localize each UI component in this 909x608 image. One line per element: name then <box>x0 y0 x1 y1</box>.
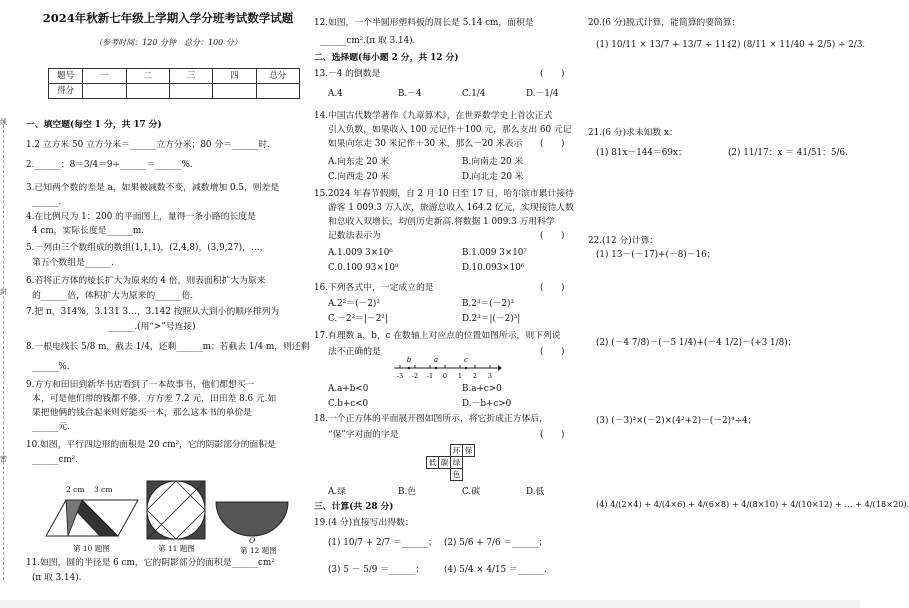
q20-item-1: (1) 10/11 × 13/7 + 13/7 ÷ 11； <box>596 40 735 50</box>
question-9-line2: 本，可是他们带的钱都不够，方方差 7.2 元，田田差 8.6 元.如 <box>32 394 277 404</box>
q15-option-d[interactable]: D.10.093×10⁶ <box>462 263 525 273</box>
question-6-line1: 6.若将正方体的棱长扩大为原来的 4 倍，则表面积扩大为原来 <box>26 276 266 286</box>
score-header: 总分 <box>256 69 299 84</box>
net-cell: 保 <box>463 445 475 457</box>
answer-paren[interactable]: ( ) <box>540 430 565 440</box>
question-9-line1: 9.方方和田田到新华书店看到了一本故事书，他们都想买一 <box>26 380 255 390</box>
q17-option-a[interactable]: A.a+b<0 <box>328 384 369 394</box>
q18-option-c[interactable]: C.碳 <box>462 487 481 497</box>
q19-item-1: (1) 10/7 + 2/7 ＝______； <box>328 538 437 548</box>
q17-option-d[interactable]: D.－b+c>0 <box>462 399 512 409</box>
q13-option-c[interactable]: C.1/4 <box>462 89 486 99</box>
score-header: 一 <box>83 69 126 84</box>
score-header: 题号 <box>49 69 83 84</box>
question-7-line2: ______.(用“>”号连接) <box>108 322 196 332</box>
figure-10-label-3cm: 3 cm <box>94 485 113 494</box>
question-8-line1: 8.一根电线长 5/8 m，截去 1/4，还剩______m；若截去 1/4 m，则还剩 <box>26 342 310 352</box>
net-cell: 绿 <box>451 457 463 469</box>
section-1-heading: 一、填空题(每空 1 分，共 17 分) <box>26 120 162 130</box>
figure-10-label-2cm: 2 cm <box>66 485 85 494</box>
score-table <box>48 68 300 99</box>
question-17-line1: 17.有理数 a，b，c 在数轴上对应点的位置如图所示，则下列说 <box>314 331 561 341</box>
q19-item-2: (2) 5/6 + 7/6 ＝______； <box>444 538 548 548</box>
q16-option-d[interactable]: D.2³＝|(－2)³| <box>462 314 521 324</box>
q14-option-b[interactable]: B.向南走 20 米 <box>462 157 524 167</box>
q22-item-1: (1) 13－(－17)+(－8)－16； <box>596 250 716 260</box>
score-header: 四 <box>213 69 256 84</box>
question-14-line3: 如果向东走 30 米记作＋30 米，那么－20 米表示 <box>328 139 523 149</box>
number-line-tick-label: 2 <box>472 372 478 380</box>
answer-paren[interactable]: ( ) <box>540 69 565 79</box>
question-4-line1: 4.在比例尺为 1：200 的平面图上，量得一条小路的长度是 <box>26 212 256 222</box>
question-10-line1: 10.如图，平行四边形的面积是 20 cm²，它的阴影部分的面积是 <box>26 440 276 450</box>
question-7-line1: 7.把 π，314%，3.131 3…，3.142 按照从大到小的顺序排列为 <box>26 307 280 317</box>
q17-option-b[interactable]: B.a+c>0 <box>462 384 502 394</box>
question-3-line2: ______. <box>32 197 62 207</box>
net-cell: 低 <box>427 457 439 469</box>
answer-paren[interactable]: ( ) <box>540 139 565 149</box>
figure-12-caption: 第 12 题图 <box>240 546 277 555</box>
score-cell[interactable] <box>213 84 256 99</box>
side-mark-mi: 密 <box>0 455 7 463</box>
answer-paren[interactable]: ( ) <box>540 347 565 357</box>
figure-11-caption: 第 11 题图 <box>158 544 195 553</box>
figure-11-circle-square <box>146 480 206 540</box>
question-22: 22.(12 分)计算： <box>588 236 659 246</box>
question-19: 19.(4 分)直接写出得数： <box>314 518 414 528</box>
question-5-line1: 5.一列由三个数组成的数组(1,1,1)，(2,4,8)，(3,9,27)，…， <box>26 243 269 253</box>
number-line-tick-label: 0 <box>442 372 448 380</box>
number-line-tick-label: -1 <box>426 372 434 380</box>
figure-12-center-label: O <box>249 536 256 545</box>
question-12-line1: 12.如图，一个半圆形塑料板的周长是 5.14 cm，面积是 <box>314 18 534 28</box>
exam-meta: （参考时间：120 分钟 总分：100 分） <box>94 38 242 47</box>
question-9-line3: 果把他俩的钱合起来则好能买一本，那么这本书的单价是 <box>32 408 252 418</box>
section-2-heading: 二、选择题(每小题 2 分，共 12 分) <box>314 53 459 63</box>
question-13: 13.－4 的倒数是 <box>314 69 381 79</box>
figure-10-caption: 第 10 题图 <box>73 544 110 553</box>
q20-item-2: (2) (8/11 × 11/40 + 2/5) ÷ 2/3. <box>728 40 866 50</box>
page-bottom-strip <box>0 600 860 608</box>
score-header: 二 <box>126 69 169 84</box>
exam-title: 2024年秋新七年级上学期入学分班考试数学试题 <box>42 11 294 25</box>
q13-option-a[interactable]: A.4 <box>328 89 343 99</box>
section-3-heading: 三、计算(共 28 分) <box>314 502 394 512</box>
q19-item-3: (3) 5 － 5/9 ＝______； <box>328 565 425 575</box>
answer-paren[interactable]: ( ) <box>540 231 565 241</box>
question-16: 16.下列各式中，一定成立的是 <box>314 283 434 293</box>
question-12-line2: ______cm².(π 取 3.14). <box>320 36 416 46</box>
cube-net-figure <box>426 444 475 481</box>
number-line-tick-label: -3 <box>396 372 404 380</box>
question-17-line2: 法不正确的是 <box>328 347 381 357</box>
q21-item-1: (1) 81x－144＝69x； <box>596 148 687 158</box>
q22-item-2: (2) (－4 7/8)－(－5 1/4)+(－4 1/2)－(+3 1/8)； <box>596 338 797 348</box>
question-10-line2: ______cm². <box>32 455 78 465</box>
q13-option-b[interactable]: B.－4 <box>398 89 422 99</box>
question-18-line1: 18.一个正方体的平面展开图如图所示，将它折成正方体后， <box>314 414 548 424</box>
number-line-tick-label: 3 <box>487 372 493 380</box>
column-2 <box>314 0 580 608</box>
net-cell: 环 <box>451 445 463 457</box>
q14-option-c[interactable]: C.向西走 20 米 <box>328 172 390 182</box>
score-header: 三 <box>169 69 212 84</box>
q21-item-2: (2) 11/17：x ＝ 41/51：5/6. <box>728 148 848 158</box>
q22-item-4: (4) 4/(2×4) + 4/(4×6) + 4/(6×8) + 4/(8×10) + 4/(10×12) + … + 4/(18×20). <box>596 499 909 509</box>
number-line-point-label: a <box>433 356 439 364</box>
q14-option-a[interactable]: A.向东走 20 米 <box>328 157 390 167</box>
q16-option-a[interactable]: A.2²＝(－2)² <box>328 299 380 309</box>
q15-option-a[interactable]: A.1.009 3×10⁶ <box>328 248 393 258</box>
question-21: 21.(6 分)求未知数 x： <box>588 128 678 138</box>
question-11-line2: (π 取 3.14). <box>32 573 82 583</box>
score-cell[interactable] <box>256 84 299 99</box>
number-line-point <box>408 367 411 370</box>
score-cell[interactable] <box>126 84 169 99</box>
number-line-tick-label: 1 <box>457 372 463 380</box>
question-15-line3: 和总收入双增长，均创历史新高.将数据 1 009.3 万用科学 <box>328 217 555 227</box>
score-row-label: 得分 <box>49 84 83 99</box>
question-5-line2: 第五个数组是______. <box>32 258 114 268</box>
number-line-point-label: c <box>464 356 468 364</box>
q19-item-4: (4) 5/4 × 4/15 ＝______. <box>444 565 547 575</box>
question-1: 1.2 立方米 50 立方分米＝______立方分米；80 分＝______时. <box>26 140 270 150</box>
net-cell: 碳 <box>439 457 451 469</box>
question-14-line2: 引入负数，如果收入 100 元记作＋100 元，那么支出 60 元记 <box>328 125 572 135</box>
question-15-line1: 15.2024 年春节假期，自 2 月 10 日至 17 日，哈尔滨市累计接待 <box>314 189 574 199</box>
column-1 <box>18 0 310 608</box>
question-2: 2.______：8＝3/4＝9÷______＝______%. <box>26 160 193 170</box>
q17-option-c[interactable]: C.b+c<0 <box>328 399 369 409</box>
question-8-line2: ______%. <box>32 362 70 372</box>
question-11-line1: 11.如图，圆的半径是 6 cm，它的阴影部分的面积是______cm² <box>26 558 275 568</box>
q22-item-3: (3) (－3)³×(－2)×(4²+2)－(－2)⁴÷4； <box>596 416 757 426</box>
q15-option-c[interactable]: C.0.100 93×10⁸ <box>328 263 399 273</box>
q16-option-b[interactable]: B.2³＝(－2)³ <box>462 299 514 309</box>
question-15-line4: 记数法表示为 <box>328 231 381 241</box>
figure-12-semicircle <box>214 498 290 538</box>
number-line-tick-label: -2 <box>411 372 419 380</box>
question-4-line2: 4 cm，实际长度是______m. <box>32 226 144 236</box>
question-15-line2: 游客 1 009.3 万人次，旅游总收入 164.2 亿元，实现接待人数 <box>328 203 574 213</box>
side-mark-feng: 封 <box>0 288 7 296</box>
q18-option-a[interactable]: A.绿 <box>328 487 346 497</box>
number-line-point <box>435 367 438 370</box>
net-cell: 色 <box>451 469 463 481</box>
binding-line <box>3 120 4 580</box>
answer-paren[interactable]: ( ) <box>540 283 565 293</box>
score-cell[interactable] <box>83 84 126 99</box>
q14-option-d[interactable]: D.向北走 20 米 <box>462 172 524 182</box>
q18-option-b[interactable]: B.色 <box>398 487 417 497</box>
number-line-point <box>465 367 468 370</box>
q16-option-c[interactable]: C.－2²＝|－2²| <box>328 314 388 324</box>
number-line-figure <box>392 356 502 382</box>
side-mark-xian: 线 <box>0 118 7 126</box>
question-20: 20.(6 分)脱式计算，能简算的要简算： <box>588 18 741 28</box>
q13-option-d[interactable]: D.－1/4 <box>526 89 559 99</box>
q15-option-b[interactable]: B.1.009 3×10⁷ <box>462 248 527 258</box>
question-18-line2: “保”字对面的字是 <box>328 430 399 440</box>
number-line-point-label: b <box>406 356 412 364</box>
question-6-line2: 的______倍，体积扩大为原来的______倍. <box>32 291 194 301</box>
q18-option-d[interactable]: D.低 <box>526 487 545 497</box>
figure-10-parallelogram <box>46 494 141 542</box>
score-cell[interactable] <box>169 84 212 99</box>
column-3 <box>588 0 909 608</box>
question-9-line4: ______元. <box>32 422 70 432</box>
question-3-line1: 3.已知两个数的差是 a，如果被减数不变，减数增加 0.5，则差是 <box>26 183 280 193</box>
question-14-line1: 14.中国古代数学著作《九章算术》，在世界数学史上首次正式 <box>314 111 553 121</box>
